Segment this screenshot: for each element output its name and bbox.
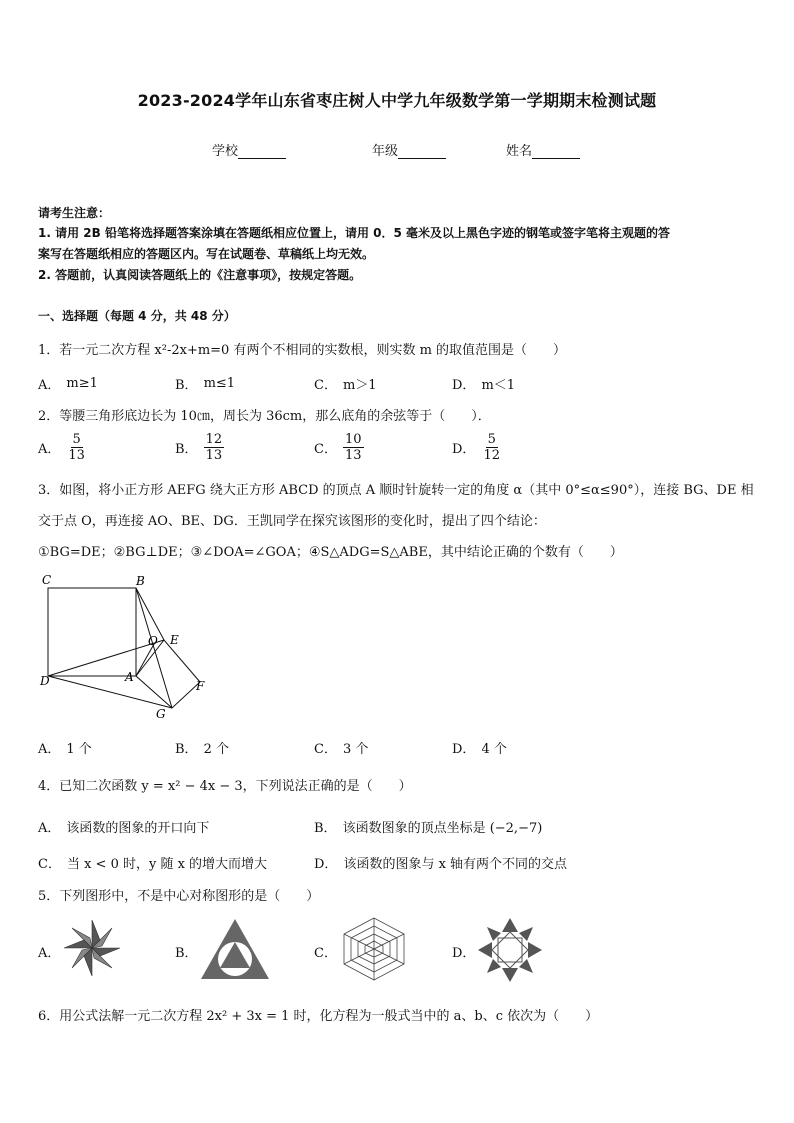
label-f: F bbox=[196, 679, 205, 693]
q3-figure bbox=[36, 572, 216, 722]
q6-stem: 6．用公式法解一元二次方程 2x² + 3x = 1 时，化方程为一般式当中的 a、b、c 依次为（ ） bbox=[38, 1009, 599, 1024]
q1-option-a[interactable]: A． m≥1 bbox=[38, 376, 98, 393]
q4-option-b[interactable]: B． 该函数图象的顶点坐标是 (−2,−7) bbox=[314, 821, 543, 836]
q3-line-3: ①BG=DE；②BG⊥DE；③∠DOA=∠GOA；④S△ADG=S△ABE，其中结论正确的个数有（ ） bbox=[38, 545, 623, 560]
label-o: O bbox=[148, 634, 158, 648]
label-d: D bbox=[40, 674, 50, 688]
q5-stem: 5．下列图形中，不是中心对称图形的是（ ） bbox=[38, 889, 320, 904]
label-c: C bbox=[42, 573, 52, 587]
q2-option-d[interactable]: D． $\frac{5}{12}$ bbox=[452, 432, 500, 463]
q4-stem: 4．已知二次函数 y = x² − 4x − 3，下列说法正确的是（ ） bbox=[38, 779, 412, 794]
segment-be bbox=[136, 588, 164, 640]
q1-option-b[interactable]: B． m≤1 bbox=[175, 376, 236, 393]
q3-option-a[interactable]: A． 1 个 bbox=[38, 742, 92, 757]
q5-option-c[interactable]: C． bbox=[314, 946, 337, 961]
school-blank[interactable] bbox=[238, 144, 286, 159]
q3-option-b[interactable]: B． 2 个 bbox=[175, 742, 229, 757]
hexagon-web-shape bbox=[338, 916, 410, 982]
label-g: G bbox=[156, 707, 166, 721]
pinwheel-shape bbox=[62, 918, 122, 978]
q2-stem: 2．等腰三角形底边长为 10㎝，周长为 36cm，那么底角的余弦等于（ ）． bbox=[38, 409, 491, 424]
label-e: E bbox=[170, 633, 179, 647]
triangle-shape bbox=[198, 916, 272, 982]
label-b: B bbox=[136, 574, 145, 588]
q2-option-c[interactable]: C． $\frac{10}{13}$ bbox=[314, 432, 362, 463]
notice-line-3: 2. 答题前，认真阅读答题纸上的《注意事项》，按规定答题。 bbox=[38, 268, 362, 282]
segment-ao bbox=[136, 644, 154, 676]
q1-option-d[interactable]: D． m＜1 bbox=[452, 378, 516, 393]
octagram-shape bbox=[474, 914, 546, 986]
grade-blank[interactable] bbox=[398, 144, 446, 159]
q3-option-d[interactable]: D． 4 个 bbox=[452, 742, 507, 757]
q4-option-d[interactable]: D． 该函数的图象与 x 轴有两个不同的交点 bbox=[314, 857, 568, 872]
square-aefg bbox=[136, 640, 200, 708]
q3-option-c[interactable]: C． 3 个 bbox=[314, 742, 369, 757]
q5-option-a[interactable]: A． bbox=[38, 946, 61, 961]
school-field bbox=[212, 140, 286, 159]
grade-field bbox=[372, 140, 446, 159]
section-heading: 一、选择题（每题 4 分，共 48 分） bbox=[38, 309, 236, 323]
q3-line-2: 交于点 O，再连接 AO、BE、DG．王凯同学在探究该图形的变化时，提出了四个结论： bbox=[38, 514, 546, 529]
q1-stem: 1．若一元二次方程 x²-2x+m=0 有两个不相同的实数根，则实数 m 的取值范围是（ ） bbox=[38, 343, 567, 358]
q2-option-a[interactable]: A． $\frac{5}{13}$ bbox=[38, 432, 85, 463]
grade-label: 年级 bbox=[372, 144, 399, 159]
school-label: 学校 bbox=[212, 144, 239, 159]
notice-line-2: 案写在答题纸相应的答题区内。写在试题卷、草稿纸上均无效。 bbox=[38, 247, 375, 261]
page-title: 2023-2024学年山东省枣庄树人中学九年级数学第一学期期末检测试题 bbox=[137, 91, 657, 110]
name-field bbox=[506, 140, 580, 159]
segment-bg bbox=[136, 588, 172, 708]
name-blank[interactable] bbox=[532, 144, 580, 159]
q4-option-c[interactable]: C． 当 x < 0 时，y 随 x 的增大而增大 bbox=[38, 857, 268, 872]
q3-line-1: 3．如图，将小正方形 AEFG 绕大正方形 ABCD 的顶点 A 顺时针旋转一定的角度 α（其中 0°≤α≤90°），连接 BG、DE 相 bbox=[38, 483, 754, 498]
q5-option-d[interactable]: D． bbox=[452, 946, 476, 961]
q4-option-a[interactable]: A． 该函数的图象的开口向下 bbox=[38, 821, 210, 836]
notice-heading: 请考生注意： bbox=[38, 206, 111, 220]
q1-option-c[interactable]: C． m＞1 bbox=[314, 378, 377, 393]
name-label: 姓名 bbox=[506, 144, 533, 159]
q5-option-b[interactable]: B． bbox=[175, 946, 198, 961]
notice-line-1: 1. 请用 2B 铅笔将选择题答案涂填在答题纸相应位置上，请用 0．5 毫米及以上黑色字迹的钢笔或签字笔将主观题的答 bbox=[38, 226, 670, 240]
q2-option-b[interactable]: B． $\frac{12}{13}$ bbox=[175, 432, 223, 463]
label-a: A bbox=[125, 670, 134, 684]
